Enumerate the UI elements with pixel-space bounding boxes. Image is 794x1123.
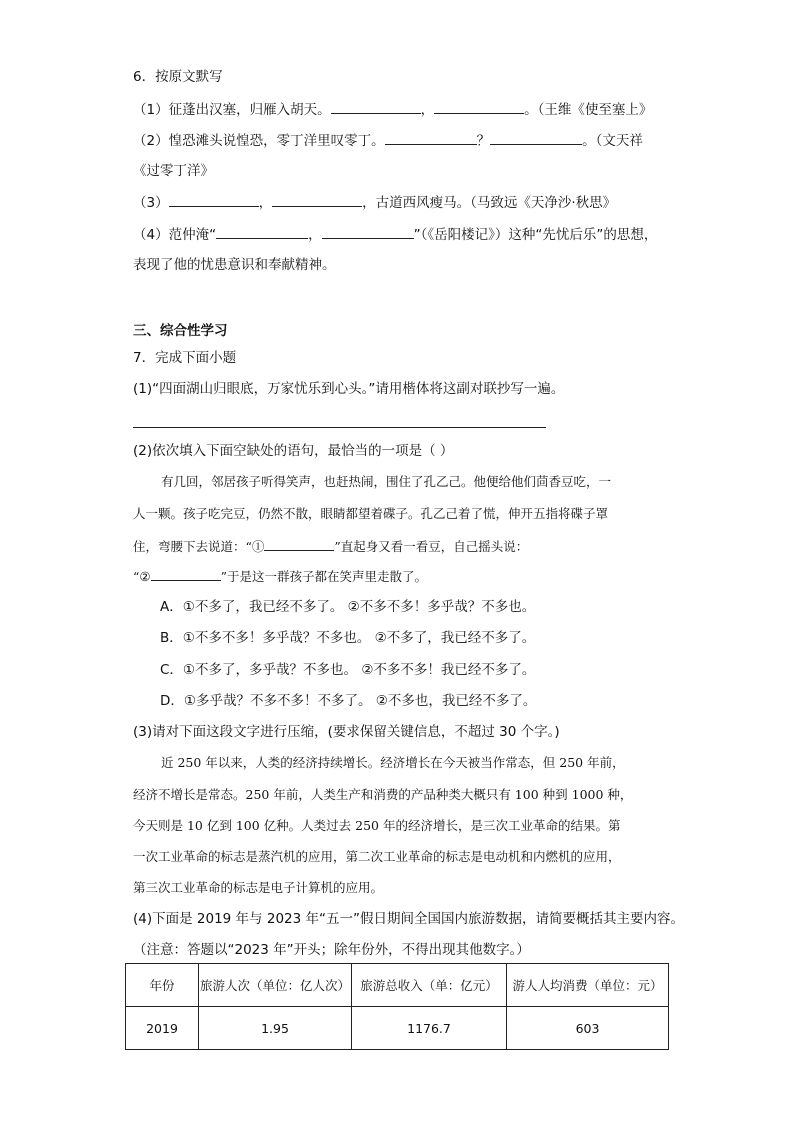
table-cell: 1.95	[199, 1007, 352, 1050]
table-cell: 2019	[126, 1007, 199, 1050]
q6-line-3-num: （3）	[133, 195, 169, 211]
source-note: 。（文天祥	[582, 133, 643, 149]
q6-line-4-tail: ”（《岳阳楼记》）这种“先忧后乐”的思想，	[413, 227, 658, 243]
option-d[interactable]: D．①多乎哉？不多不多！不多了。 ②不多也，我已经不多了。	[160, 693, 537, 709]
source-note: ，古道西风瘦马。（马致远《天净沙·秋思》	[362, 195, 617, 211]
passage-text: 住，弯腰下去说道：“①	[133, 539, 265, 554]
answer-blank[interactable]	[490, 130, 582, 145]
q7-part4: (4)下面是 2019 年与 2023 年“五一”假日期间全国国内旅游数据，请简要概括其主要内容。	[133, 911, 684, 927]
answer-blank[interactable]	[322, 224, 414, 239]
table-header: 年份	[126, 964, 199, 1007]
option-c[interactable]: C．①不多了，多乎哉？不多也。 ②不多不多！我已经不多了。	[160, 662, 536, 678]
table-header: 游人人均消费（单位：元）	[507, 964, 669, 1007]
passage-line: 经济不增长是常态。250 年前，人类生产和消费的产品种类大概只有 100 种到 1000 种，	[133, 787, 633, 802]
table-cell: 1176.7	[352, 1007, 507, 1050]
passage-line: 近 250 年以来，人类的经济持续增长。经济增长在今天被当作常态，但 250 年前，	[161, 755, 625, 770]
table-row	[126, 1007, 669, 1050]
passage-text: ”于是这一群孩子都在笑声里走散了。	[220, 569, 428, 584]
answer-blank[interactable]	[272, 192, 362, 207]
passage-line: 人一颗。孩子吃完豆，仍然不散，眼睛都望着碟子。孔乙己着了慌，伸开五指将碟子罩	[133, 506, 609, 521]
punct: ，	[258, 195, 273, 211]
passage-line: 今天则是 10 亿到 100 亿种。人类过去 250 年的经济增长，是三次工业革命的结果。第	[133, 818, 621, 833]
table-header: 旅游人次（单位：亿人次）	[199, 964, 352, 1007]
table-cell: 603	[507, 1007, 669, 1050]
passage-text: ”直起身又看一看豆，自己摇头说：	[334, 539, 529, 554]
answer-blank[interactable]	[264, 536, 334, 551]
answer-blank[interactable]	[434, 99, 524, 114]
answer-blank[interactable]	[216, 224, 308, 239]
answer-blank[interactable]	[151, 566, 221, 581]
q7-part3: (3)请对下面这段文字进行压缩，(要求保留关键信息，不超过 30 个字。)	[133, 724, 560, 740]
option-b[interactable]: B．①不多不多！多乎哉？不多也。 ②不多了，我已经不多了。	[160, 630, 536, 646]
q7-part4-note: （注意：答题以“2023 年”开头；除年份外，不得出现其他数字。）	[133, 942, 530, 958]
passage-line	[133, 566, 427, 587]
q7-part1: (1)“四面湖山归眼底，万家忧乐到心头。”请用楷体将这副对联抄写一遍。	[133, 381, 565, 397]
q6-line-4	[133, 224, 657, 245]
q6-line-4-cont: 表现了他的忧患意识和奉献精神。	[133, 257, 336, 273]
punct: ，	[308, 227, 322, 243]
passage-line: 第三次工业革命的标志是电子计算机的应用。	[133, 880, 384, 895]
table-header-row	[126, 964, 669, 1007]
passage-line	[133, 536, 528, 557]
q6-line-2	[133, 130, 643, 151]
section-title: 三、综合性学习	[133, 323, 228, 339]
passage-line: 有几回，邻居孩子听得笑声，也赶热闹，围住了孔乙己。他便给他们茴香豆吃，一	[161, 474, 612, 489]
q6-line-2-text: （2）惶恐滩头说惶恐，零丁洋里叹零丁。	[133, 133, 385, 149]
q6-line-1-text: （1）征蓬出汉塞，归雁入胡天。	[133, 102, 331, 118]
source-note: 。（王维《使至塞上》	[524, 102, 653, 118]
tourism-data-table	[125, 963, 669, 1050]
q7-part2: (2)依次填入下面空缺处的语句，最恰当的一项是（ ）	[133, 443, 454, 459]
q7-title: 7．完成下面小题	[133, 350, 237, 366]
option-a[interactable]: A．①不多了，我已经不多了。 ②不多不多！多乎哉？不多也。	[160, 599, 536, 615]
answer-blank[interactable]	[331, 99, 421, 114]
answer-blank[interactable]	[169, 192, 259, 207]
answer-line[interactable]	[133, 427, 546, 428]
punct: ，	[420, 102, 435, 118]
q6-line-1	[133, 99, 652, 120]
table-header: 旅游总收入（单：亿元）	[352, 964, 507, 1007]
q6-title: 6．按原文默写	[133, 69, 223, 85]
answer-blank[interactable]	[385, 130, 477, 145]
q6-line-3	[133, 192, 616, 213]
punct: ？	[476, 133, 491, 149]
q6-line-2-cont: 《过零丁洋》	[133, 163, 214, 179]
q6-line-4-text: （4）范仲淹“	[133, 227, 217, 243]
passage-line: 一次工业革命的标志是蒸汽机的应用，第二次工业革命的标志是电动机和内燃机的应用，	[133, 849, 621, 864]
passage-text: “②	[133, 569, 151, 584]
